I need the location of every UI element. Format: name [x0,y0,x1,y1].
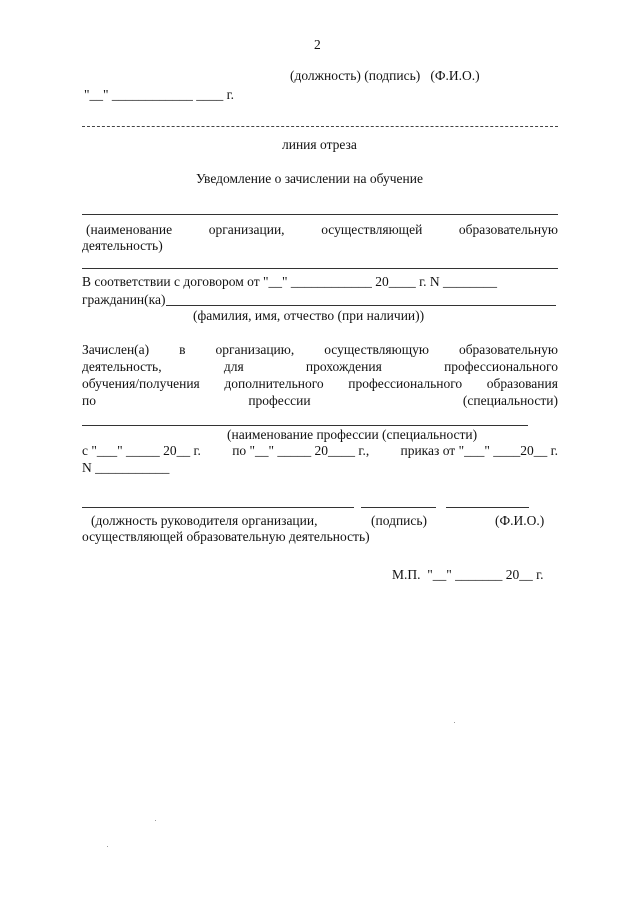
head-position-caption-line2: осуществляющей образовательную деятельность) [82,529,370,544]
citizen-name-line [166,305,556,306]
stamp-date-line: М.П. "__" _______ 20__ г. [392,567,544,582]
org-name-line-2 [82,268,558,269]
enrolled-word: (специальности) [462,393,558,408]
enrolled-line-3 [82,377,558,391]
enrolled-line-1 [82,343,558,357]
enrolled-word: профессии [248,393,311,408]
order-date: приказ от "___" ____20__ г. [400,443,558,458]
order-number: N ___________ [82,460,170,475]
profession-caption: (наименование профессии (специальности) [227,427,478,442]
period-from: с "___" _____ 20__ г. [82,443,201,458]
page-number: 2 [314,37,321,52]
enrolled-line-4 [82,394,558,408]
enrolled-word: образовательную [458,342,558,357]
scan-speck [107,846,108,847]
cut-line [82,126,558,127]
enrolled-word: обучения/получения [82,376,200,391]
date-line: "__" ____________ ____ г. [84,87,235,102]
signature-labels: (должность) (подпись) (Ф.И.О.) [290,68,480,83]
scan-speck [155,820,156,821]
fio-caption-bottom: (Ф.И.О.) [495,513,545,528]
enrolled-word: для [223,359,244,374]
org-caption-word: осуществляющей [321,222,423,237]
citizen-label: гражданин(ка) [82,292,166,307]
org-caption-word: (наименование [86,222,173,237]
signature-line [361,507,436,508]
enrolled-word: деятельность, [82,359,162,374]
enrolled-word: прохождения [305,359,382,374]
profession-line [82,425,528,426]
cut-line-label: линия отреза [282,137,357,152]
head-position-line [82,507,354,508]
enrolled-word: в [179,342,186,357]
notice-title: Уведомление о зачислении на обучение [196,171,423,186]
contract-line: В соответствии с договором от "__" ____________ 20____ г. N ________ [82,274,498,289]
period-to: по "__" _____ 20____ г., [232,443,370,458]
enrolled-word: образования [486,376,558,391]
enrolled-word: профессионального [444,359,558,374]
enrolled-word: по [82,393,96,408]
enrolled-word: осуществляющую [324,342,429,357]
org-name-line [82,214,558,215]
org-caption-word: организации, [208,222,285,237]
org-caption-line2: деятельность) [82,238,163,253]
org-caption-word: образовательную [458,222,558,237]
org-caption [86,223,558,237]
head-position-caption: (должность руководителя организации, [91,513,318,528]
head-fio-line [446,507,529,508]
enrolled-line-2 [82,360,558,374]
scan-speck [454,722,455,723]
signature-caption: (подпись) [371,513,428,528]
enrolled-word: профессионального [348,376,463,391]
period-line [82,444,558,458]
enrolled-word: Зачислен(а) [82,342,150,357]
fio-caption: (фамилия, имя, отчество (при наличии)) [193,308,425,323]
enrolled-word: организацию, [215,342,295,357]
enrolled-word: дополнительного [224,376,324,391]
